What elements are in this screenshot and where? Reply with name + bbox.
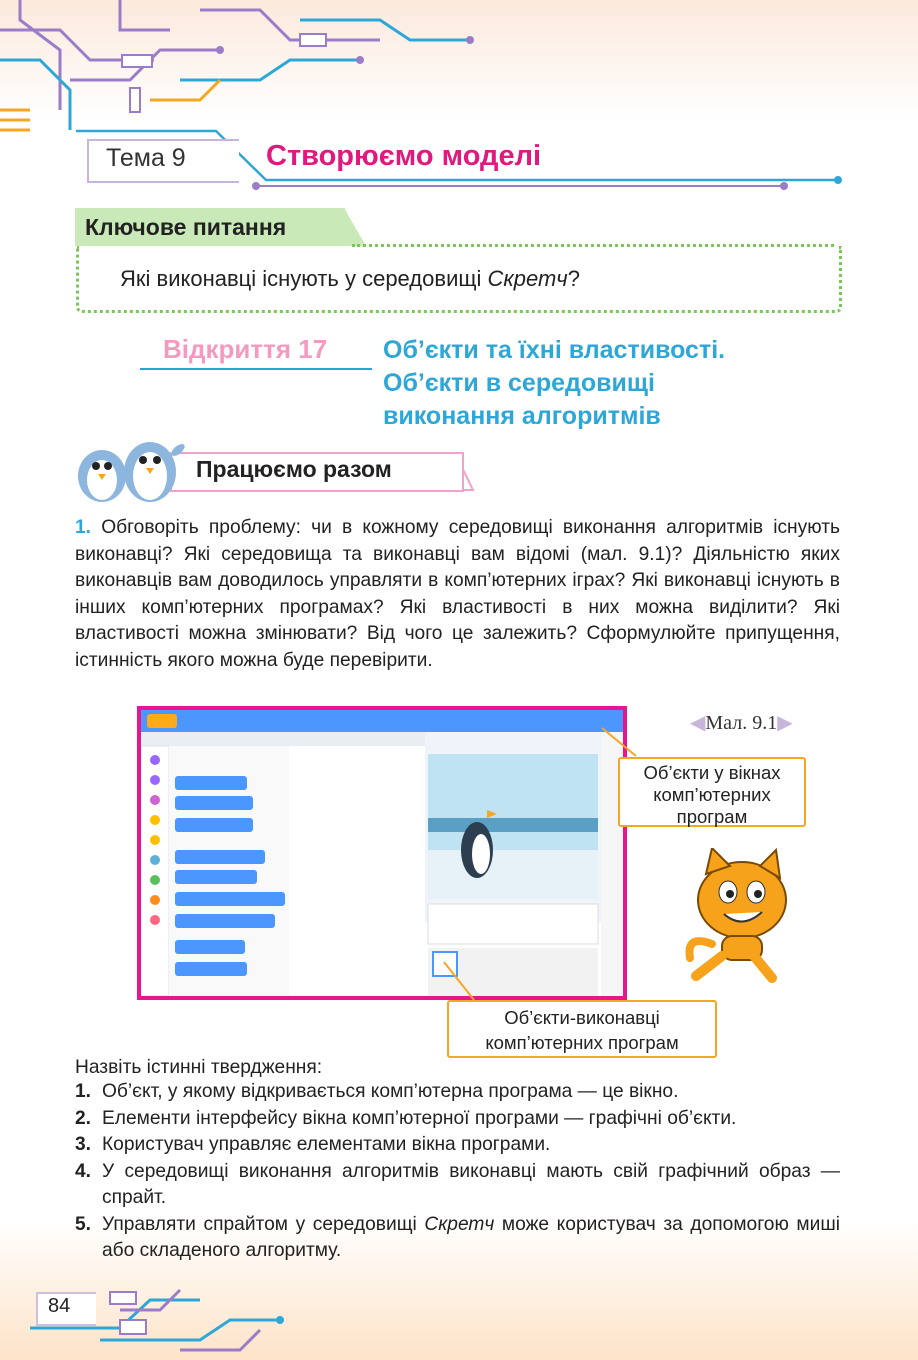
list-item-number: 4. <box>75 1160 92 1182</box>
statements-list <box>75 1079 840 1265</box>
list-item-number: 5. <box>75 1213 92 1235</box>
discovery-title-line: Об’єкти в середовищі <box>383 369 655 397</box>
list-item-number: 2. <box>75 1107 92 1129</box>
callout-windows-line: комп’ютерних <box>653 784 771 805</box>
discovery-label: Відкриття 17 <box>163 334 328 364</box>
list-item-number: 3. <box>75 1134 92 1155</box>
list-item <box>75 1079 840 1106</box>
discovery-underline <box>140 368 372 370</box>
list-item-text: У середовищі виконання алгоритмів виконавці мають свій графічний образ — спрайт. <box>102 1160 840 1208</box>
caption-left-arrow-icon: ◀ <box>690 712 706 734</box>
callout-windows-line: Об’єкти у вікнах <box>643 762 781 783</box>
caption-right-arrow-icon: ▶ <box>777 712 793 734</box>
list-item-text: Користувач управляє елементами вікна програми. <box>102 1134 551 1155</box>
discovery-title <box>383 334 725 433</box>
list-item-text: Елементи інтерфейсу вікна комп’ютерної програми — графічні об’єкти. <box>102 1107 737 1129</box>
callout-windows-pointer <box>600 726 640 760</box>
work-together-label: Працюємо разом <box>196 456 392 482</box>
figure-caption <box>690 710 793 735</box>
key-question-label: Ключове питання <box>85 214 287 240</box>
topic-label: Тема 9 <box>106 144 186 172</box>
key-question-tab-arrow <box>344 208 368 248</box>
callout-executors <box>447 1000 717 1058</box>
discovery-title-line: Об’єкти та їхні властивості. <box>383 336 726 364</box>
list-item <box>75 1159 840 1212</box>
scratch-screenshot <box>137 706 627 1000</box>
list-item <box>75 1212 840 1265</box>
callout-executors-pointer <box>440 960 480 1002</box>
callout-executors-line: комп’ютерних програм <box>485 1032 679 1053</box>
statements-heading: Назвіть істинні твердження: <box>75 1057 323 1078</box>
circuit-decoration-top <box>0 0 480 140</box>
list-item <box>75 1132 840 1159</box>
task-1-text: Обговоріть проблему: чи в кожному середовищі виконання алгоритмів існують виконавці? Які середовища та виконавці вам відомі (мал. 9.1)? Діяльністю яких виконавців вам доводилось управляти в комп’ютерних іграх? Які виконавці існують в інших комп’ютерних програмах? Які властивості в них можна виділити? Які властивості можна змінювати? Від чого це залежить? Сформулюйте припущення, істинність якого можна буде перевірити. <box>75 517 840 671</box>
key-question-text: Які виконавці існують у середовищі Скретч? <box>120 266 580 291</box>
list-item <box>75 1106 840 1133</box>
scratch-interface-image <box>141 710 623 996</box>
list-item-number: 1. <box>75 1081 92 1102</box>
scratch-cat-illustration <box>672 848 822 984</box>
list-item-text: Об’єкт, у якому відкривається комп’ютерна програма — це вікно. <box>102 1081 679 1102</box>
callout-windows-line: програм <box>676 806 748 827</box>
page-title: Створюємо моделі <box>266 140 542 172</box>
page-number: 84 <box>48 1295 71 1317</box>
penguins-illustration <box>70 432 190 504</box>
list-item-text: Управляти спрайтом у середовищі Скретч може користувач за допомогою миші або складеного алгоритму. <box>102 1213 840 1261</box>
callout-windows-objects <box>618 757 806 827</box>
callout-executors-line: Об’єкти-виконавці <box>504 1007 660 1028</box>
discovery-title-line: виконання алгоритмів <box>383 402 661 430</box>
task-1-paragraph <box>75 515 840 674</box>
task-1-number: 1. <box>75 517 92 538</box>
figure-caption-text: Мал. 9.1 <box>705 712 778 734</box>
